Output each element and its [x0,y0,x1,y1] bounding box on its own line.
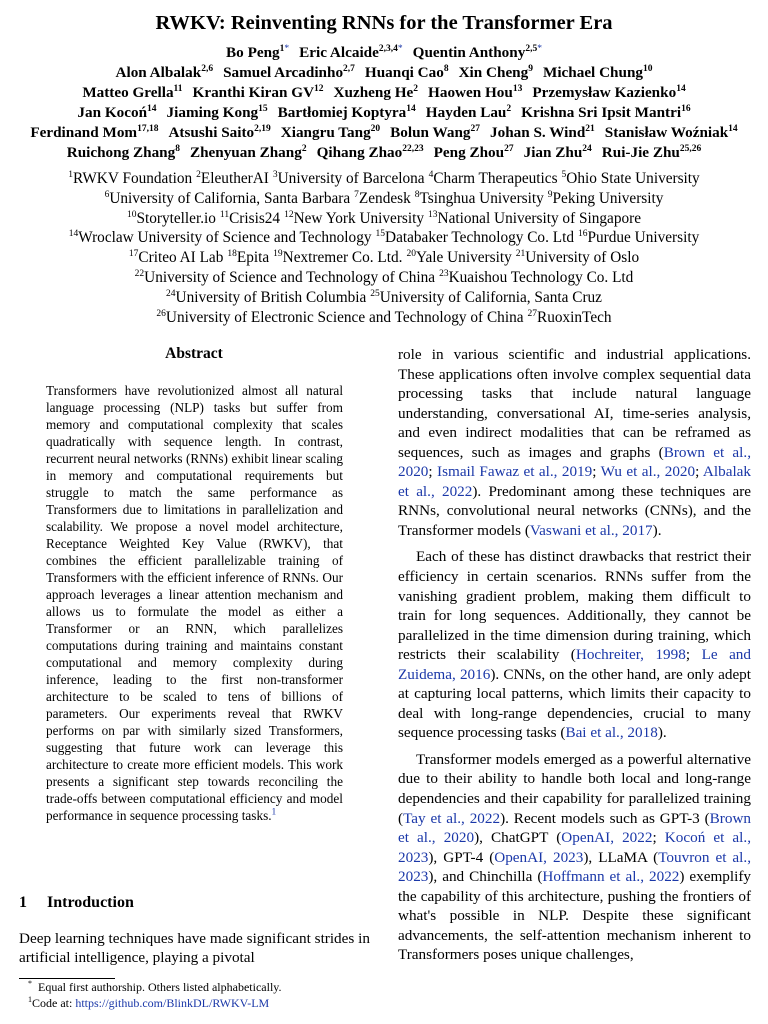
author-name: Alon Albalak [115,64,202,81]
author-affil-marks: 2 [301,143,307,154]
author [168,123,270,143]
paper-title: RWKV: Reinventing RNNs for the Transformer Era [155,12,613,34]
author-affil-marks: 24 [582,143,592,154]
affiliation-name: University of Electronic Science and Technology of China [165,308,524,326]
author [82,83,182,103]
affiliation-name: University of California, Santa Barbara [109,189,351,207]
affiliation-name: Ohio State University [566,170,700,187]
affiliation [406,248,511,268]
affiliation-number: 25 [370,288,380,299]
author [116,63,214,83]
footnote-equal [19,980,379,996]
body-text: ), and Chinchilla ( [428,868,543,886]
affiliation-number: 23 [439,268,449,279]
affiliation-line [0,248,768,268]
author [434,143,514,163]
affiliation-name: Epita [236,249,270,267]
citation-link[interactable]: Bai et al., 2018 [565,724,658,742]
body-text: ). Predominant among these techniques are RNNs, convolutional neural networks (CNNs), and the Transformer models ( [398,482,752,539]
author-name: Bartłomiej Koptyra [277,104,407,121]
affiliation-name: National University of Singapore [437,209,642,227]
author-affil-marks: 21 [585,123,595,134]
footnote-code [19,996,379,1012]
author [602,143,701,163]
author [67,143,180,163]
affiliation-name: Storyteller.io [136,209,216,227]
affiliation [562,169,700,189]
body-text: Each of these has distinct drawbacks that restrict their efficiency in certain scenarios. RNNs suffer from the vanishing gradient problem, making them difficult to train for long sequences. Additionally, they cannot be parallelized in the time dimension during training, which restricts their scalability ( [398,548,751,664]
author-name: Jan Kocoń [77,104,148,121]
affiliation [516,248,639,268]
footnote-equal-mark: * [28,979,32,988]
affiliation-name: RuoxinTech [537,308,612,326]
affiliation-name: University of Science and Technology of China [144,268,436,286]
body-text: ; [428,463,438,481]
affiliation-line [0,308,768,328]
citation-link[interactable]: Le and Zuidema, 2016 [398,646,751,683]
body-text: ). Recent models such as GPT-3 ( [500,809,710,827]
affiliation-line [0,169,768,189]
author-name: Ferdinand Mom [30,124,138,141]
body-text: ). [657,724,667,742]
affiliation [196,169,269,189]
citation-link[interactable]: OpenAI, 2022 [561,829,653,847]
affiliation-line [0,288,768,308]
body-text: ), GPT-4 ( [428,848,495,866]
author [521,103,690,123]
author-affil-marks: 12 [314,83,324,94]
footnote-rule [19,978,115,979]
affiliation [578,228,699,248]
affiliation-number: 8 [414,189,420,200]
affiliation [428,209,641,229]
author [543,63,653,83]
author-name: Ruichong Zhang [66,144,176,161]
body-text: ) exemplify the capability of this architecture, pushing the frontiers of what's possible in NLP. Despite these significant advancements, the self-attention mechanism inherent to Transformers poses unique challenges, [398,868,751,964]
affiliation-line [0,209,768,229]
author [365,63,449,83]
author-name: Michael Chung [542,64,643,81]
author-name: Kranthi Kiran GV [192,84,315,101]
affiliation [105,189,351,209]
affiliation-name: Zendesk [358,189,411,207]
affiliation-number: 7 [354,189,359,200]
affiliation [429,169,558,189]
affiliation [68,169,192,189]
author [317,143,424,163]
abstract-text: Transformers have revolutionized almost all natural language processing (NLP) tasks but suffer from memory and computational complexity that scales quadratically with sequence length. In contrast, recurrent neural networks (RNNs) exhibit linear scaling in memory and computational requirements but struggle to match the same performance as Transformers due to limitations in parallelization and scalability. We propose a novel model architecture, Receptance Weighted Key Value (RWKV), that combines the efficient parallelizable training of Transformers with the efficient inference of RNNs. Our approach leverages a linear attention mechanism and allows us to formulate the model as either a Transformer or an RNN, which parallelizes computations during training and maintains constant computational and memory complexity during inference, leading to the first non-transformer architecture to be scaled to tens of billions of parameters. Our experiments reveal that RWKV performs on par with similarly sized Transformers, suggesting that future work can leverage this architecture to create more efficient models. This work presents a significant step towards reconciling the trade-offs between computational efficiency and model performance in sequence processing tasks. [46,383,343,823]
author-name: Johan S. Wind [490,124,586,141]
affiliation [528,308,612,328]
affiliation-name: Kuaishou Technology Co. Ltd [448,268,634,286]
author-line [0,63,768,83]
author [524,143,592,163]
author [30,123,158,143]
author-name: Rui-Jie Zhu [601,144,680,161]
intro-right-column [398,345,751,965]
citation-link[interactable]: Albalak et al., 2022 [398,463,751,500]
section-title: Introduction [47,894,134,911]
author-name: Krishna Sri Ipsit Mantri [521,104,682,121]
author-name: Zhenyuan Zhang [189,144,302,161]
affiliation-line [0,268,768,288]
affiliation [376,228,574,248]
author-name: Xiangru Tang [280,124,371,141]
author-name: Haowen Hou [428,84,513,101]
affiliation-number: 15 [375,229,386,240]
affiliation-name: University of British Columbia [175,288,367,306]
author-name: Przemysław Kazienko [532,84,677,101]
affiliation-number: 18 [227,249,237,260]
author-affil-marks: 8 [175,143,180,154]
author [413,43,542,63]
author-name: Eric Alcaide [299,44,379,61]
affiliation [273,248,402,268]
affiliation-line [0,228,768,248]
body-text: ), LLaMA ( [583,848,659,866]
citation-link[interactable]: Wu et al., 2020 [600,463,696,481]
affiliation [284,209,424,229]
affiliation-number: 17 [128,249,139,260]
author-affil-marks: 2,19 [254,123,271,134]
author-name: Bolun Wang [390,124,471,141]
author-line [0,43,768,63]
author-name: Hayden Lau [425,104,507,121]
author-affil-marks: 20 [370,123,381,134]
affiliation-name: EleutherAI [200,170,269,187]
author [428,83,522,103]
author-affil-marks: 16 [681,103,691,114]
body-text: ; [695,463,703,481]
body-text: Transformer models emerged as a powerful alternative due to their ability to handle both local and long-range dependencies and their capability for parallelized training ( [398,750,751,827]
author-affil-marks: 2,6 [201,63,214,74]
affiliation-name: Purdue University [587,229,700,247]
author-name: Matteo Grella [82,84,174,101]
body-text: ). CNNs, on the other hand, are only adept at capturing local patterns, which limits their capacity to deal with long-range dependencies, crucial to many sequence processing tasks ( [398,665,751,742]
intro-paragraph-left: Deep learning techniques have made significant strides in artificial intelligence, playing a pivotal [19,930,370,967]
author-affil-marks: 2 [506,103,512,114]
affiliation [370,288,602,308]
affiliation [156,308,523,328]
affiliation-name: Crisis24 [229,209,281,227]
affiliation [135,268,435,288]
author-line [0,143,768,163]
author [278,103,416,123]
equal-contribution-mark: * [537,43,542,54]
author-affil-marks: 1 [279,43,285,54]
author-affil-marks: 2 [413,83,419,94]
affiliation [129,248,223,268]
author-name: Xin Cheng [458,64,529,81]
footnotes [19,980,379,1011]
author [390,123,480,143]
affiliation-number: 24 [166,288,176,299]
citation-link[interactable]: Hoffmann et al., 2022 [542,868,680,886]
affiliation-name: New York University [293,209,425,227]
affiliation-number: 13 [428,209,438,220]
author-name: Samuel Arcadinho [223,64,344,81]
footnote-code-mark: 1 [28,994,32,1004]
affiliation-number: 14 [68,229,79,240]
author-name: Xuzheng He [333,84,414,101]
section-number: 1 [19,894,27,911]
author-name: Bo Peng [226,44,280,61]
author-affil-marks: 14 [676,83,686,94]
affiliation-name: Criteo AI Lab [138,249,224,267]
author-affil-marks: 14 [406,103,416,114]
footnote-code-label: Code at: [32,995,76,1010]
intro-paragraph [398,345,751,540]
affiliation-name: Tsinghua University [419,189,544,207]
author [193,83,324,103]
section-heading [19,894,379,912]
author-affil-marks: 2,3,4 [378,43,398,54]
affiliation-list [0,169,768,327]
author [426,103,511,123]
equal-contribution-mark: * [284,43,290,54]
affiliation-name: RWKV Foundation [73,170,193,187]
author-name: Quentin Anthony [412,44,526,61]
affiliation [354,189,411,209]
affiliation-number: 22 [134,268,145,279]
author [605,123,738,143]
affiliation [220,209,280,229]
author-affil-marks: 27 [504,143,514,154]
body-text: ). [652,521,662,539]
affiliation-name: University of California, Santa Cruz [379,288,602,306]
affiliation-number: 6 [104,189,110,200]
citation-link[interactable]: Hochreiter, 1998 [575,646,686,664]
author-affil-marks: 10 [642,63,653,74]
affiliation-name: Databaker Technology Co. Ltd [385,229,574,247]
author-affil-marks: 9 [528,63,533,74]
author-name: Huanqi Cao [364,64,444,81]
footnote-equal-text: Equal first authorship. Others listed alphabetically. [38,980,282,994]
citation-link[interactable]: Kocoń et al., 2023 [398,829,751,866]
intro-paragraph [398,750,751,965]
author-affil-marks: 14 [728,123,738,134]
affiliation-number: 20 [406,249,416,260]
author-affil-marks: 25,26 [679,143,702,154]
affiliation [166,288,366,308]
author-affil-marks: 11 [173,83,183,94]
author-affil-marks: 17,18 [137,123,159,134]
affiliation-number: 11 [219,209,230,220]
abstract-body [46,382,343,824]
affiliation-number: 1 [68,169,74,180]
author [532,83,685,103]
citation-link[interactable]: Touvron et al., 2023 [398,848,751,886]
affiliation-number: 2 [196,169,201,180]
affiliation [548,189,664,209]
author-affil-marks: 22,23 [402,143,424,154]
affiliation-name: Wroclaw University of Science and Technology [78,229,372,247]
affiliation-number: 3 [272,169,278,180]
author-name: Stanisław Woźniak [604,124,729,141]
abstract-heading: Abstract [165,345,223,362]
author-affil-marks: 2,5 [525,43,538,54]
author-affil-marks: 8 [443,63,449,74]
affiliation-name: Nextremer Co. Ltd. [282,249,403,267]
affiliation-number: 10 [126,209,137,220]
body-text: ), ChatGPT ( [474,829,562,847]
abstract-footnote-mark[interactable]: 1 [271,807,277,818]
body-text: ; [652,829,665,847]
author-name: Peng Zhou [433,144,505,161]
affiliation-number: 16 [577,229,588,240]
affiliation-number: 5 [561,169,567,180]
body-text: ; [685,646,702,664]
affiliation-number: 4 [428,169,434,180]
citation-link[interactable]: OpenAI, 2023 [494,848,584,866]
author [190,143,307,163]
author-line [0,103,768,123]
citation-link[interactable]: Brown et al., 2020 [398,443,751,481]
affiliation [69,228,372,248]
author-affil-marks: 2,7 [343,63,355,74]
author-name: Qihang Zhao [316,144,403,161]
affiliation-name: University of Barcelona [277,170,425,187]
author-affil-marks: 15 [258,103,268,114]
author [490,123,595,143]
author-name: Jian Zhu [523,144,583,161]
author-affil-marks: 27 [470,123,481,134]
affiliation-number: 27 [527,308,538,319]
author [299,43,402,63]
author [223,63,355,83]
author [167,103,268,123]
author-name: Jiaming Kong [166,104,259,121]
affiliation-name: Yale University [415,249,512,267]
affiliation-name: University of Oslo [525,249,640,267]
citation-link[interactable]: Brown et al., 2020 [398,809,751,847]
affiliation-name: Peking University [552,189,664,207]
citation-link[interactable]: Tay et al., 2022 [403,809,501,827]
author-affil-marks: 14 [147,103,157,114]
affiliation-number: 12 [284,209,294,220]
affiliation-number: 9 [547,189,553,200]
affiliation [415,189,544,209]
affiliation [127,209,216,229]
author [334,83,418,103]
author-affil-marks: 13 [512,83,523,94]
citation-link[interactable]: Ismail Fawaz et al., 2019 [437,463,593,481]
body-text: ; [592,463,601,481]
author-line [0,123,768,143]
affiliation-name: Charm Therapeutics [433,170,558,187]
affiliation-number: 21 [515,249,526,260]
author-name: Atsushi Saito [168,124,255,141]
author [459,63,533,83]
affiliation-number: 19 [273,249,283,260]
author [281,123,380,143]
intro-paragraph [398,547,751,742]
equal-contribution-mark: * [397,43,403,54]
affiliation [227,248,269,268]
body-text: role in various scientific and industrial applications. These applications often involve complex sequential data processing tasks that include natural language understanding, conversational AI, time-series analysis, and even indirect modalities that can be reframed as sequences, such as images and graphs ( [398,346,751,461]
affiliation-line [0,189,768,209]
author [77,103,156,123]
affiliation [273,169,425,189]
citation-link[interactable]: Vaswani et al., 2017 [529,521,653,539]
author-line [0,83,768,103]
code-link[interactable]: https://github.com/BlinkDL/RWKV-LM [75,995,270,1010]
author [226,43,289,63]
affiliation [439,268,633,288]
author-list [0,43,768,163]
affiliation-number: 26 [156,308,166,319]
